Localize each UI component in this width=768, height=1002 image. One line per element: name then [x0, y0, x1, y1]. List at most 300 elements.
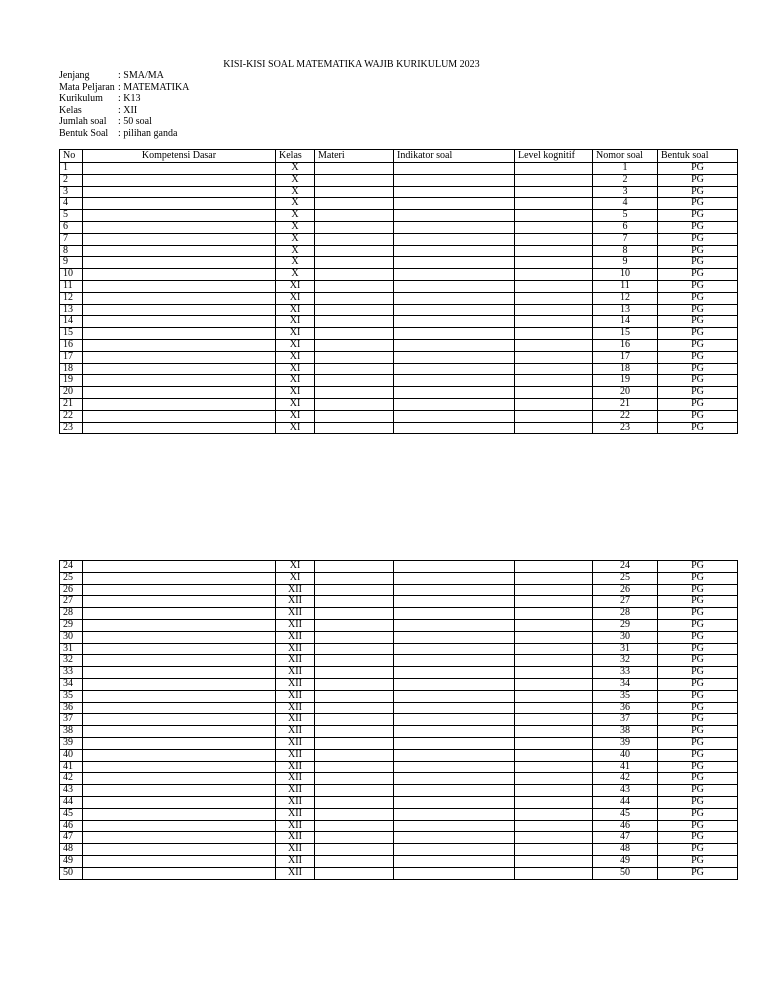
cell-materi — [315, 561, 394, 573]
cell-level-kognitif — [515, 867, 593, 879]
cell-bentuk-soal: PG — [658, 292, 738, 304]
cell-bentuk-soal: PG — [658, 785, 738, 797]
cell-kompetensi-dasar — [83, 292, 276, 304]
cell-materi — [315, 678, 394, 690]
cell-no: 47 — [60, 832, 83, 844]
cell-bentuk-soal: PG — [658, 375, 738, 387]
cell-indikator-soal — [394, 808, 515, 820]
cell-materi — [315, 832, 394, 844]
cell-no: 37 — [60, 714, 83, 726]
cell-level-kognitif — [515, 714, 593, 726]
cell-kelas: XI — [276, 351, 315, 363]
cell-kompetensi-dasar — [83, 163, 276, 175]
table-row — [60, 163, 738, 175]
cell-indikator-soal — [394, 210, 515, 222]
cell-bentuk-soal: PG — [658, 619, 738, 631]
cell-bentuk-soal: PG — [658, 339, 738, 351]
cell-no: 38 — [60, 726, 83, 738]
cell-nomor-soal: 35 — [593, 690, 658, 702]
cell-no: 32 — [60, 655, 83, 667]
table-row — [60, 398, 738, 410]
cell-kelas: XII — [276, 655, 315, 667]
cell-bentuk-soal: PG — [658, 844, 738, 856]
cell-nomor-soal: 6 — [593, 221, 658, 233]
cell-bentuk-soal: PG — [658, 749, 738, 761]
cell-kelas: XI — [276, 339, 315, 351]
table-row — [60, 855, 738, 867]
cell-kompetensi-dasar — [83, 667, 276, 679]
cell-level-kognitif — [515, 619, 593, 631]
cell-materi — [315, 363, 394, 375]
cell-materi — [315, 667, 394, 679]
cell-kompetensi-dasar — [83, 690, 276, 702]
cell-materi — [315, 608, 394, 620]
cell-level-kognitif — [515, 702, 593, 714]
cell-materi — [315, 773, 394, 785]
cell-no: 48 — [60, 844, 83, 856]
table-row — [60, 221, 738, 233]
table-header-row — [60, 150, 738, 163]
table-row — [60, 608, 738, 620]
cell-indikator-soal — [394, 619, 515, 631]
cell-nomor-soal: 17 — [593, 351, 658, 363]
cell-indikator-soal — [394, 221, 515, 233]
cell-kelas: XI — [276, 572, 315, 584]
cell-indikator-soal — [394, 561, 515, 573]
cell-no: 26 — [60, 584, 83, 596]
cell-nomor-soal: 12 — [593, 292, 658, 304]
cell-bentuk-soal: PG — [658, 808, 738, 820]
cell-bentuk-soal: PG — [658, 761, 738, 773]
cell-kompetensi-dasar — [83, 714, 276, 726]
cell-materi — [315, 375, 394, 387]
cell-kompetensi-dasar — [83, 233, 276, 245]
table-row — [60, 292, 738, 304]
cell-bentuk-soal: PG — [658, 328, 738, 340]
cell-bentuk-soal: PG — [658, 643, 738, 655]
meta-row-kelas — [59, 105, 189, 117]
cell-bentuk-soal: PG — [658, 737, 738, 749]
cell-materi — [315, 702, 394, 714]
cell-materi — [315, 714, 394, 726]
cell-bentuk-soal: PG — [658, 608, 738, 620]
cell-no: 28 — [60, 608, 83, 620]
cell-kelas: X — [276, 174, 315, 186]
kisi-kisi-table-page-2 — [59, 560, 738, 880]
cell-kompetensi-dasar — [83, 785, 276, 797]
cell-nomor-soal: 46 — [593, 820, 658, 832]
table-row — [60, 351, 738, 363]
cell-bentuk-soal: PG — [658, 596, 738, 608]
cell-kompetensi-dasar — [83, 561, 276, 573]
cell-kelas: XI — [276, 363, 315, 375]
cell-kompetensi-dasar — [83, 832, 276, 844]
meta-label: Jenjang — [59, 70, 90, 81]
cell-kelas: XII — [276, 678, 315, 690]
cell-kelas: XII — [276, 785, 315, 797]
cell-indikator-soal — [394, 387, 515, 399]
cell-indikator-soal — [394, 186, 515, 198]
cell-kompetensi-dasar — [83, 796, 276, 808]
table-row — [60, 596, 738, 608]
cell-nomor-soal: 45 — [593, 808, 658, 820]
cell-indikator-soal — [394, 773, 515, 785]
table-row — [60, 304, 738, 316]
cell-kelas: XII — [276, 820, 315, 832]
cell-level-kognitif — [515, 422, 593, 434]
cell-kompetensi-dasar — [83, 678, 276, 690]
document-title: KISI-KISI SOAL MATEMATIKA WAJIB KURIKULUM 2023 — [223, 59, 480, 70]
cell-materi — [315, 328, 394, 340]
table-row — [60, 422, 738, 434]
cell-no: 14 — [60, 316, 83, 328]
cell-no: 31 — [60, 643, 83, 655]
cell-nomor-soal: 40 — [593, 749, 658, 761]
kisi-kisi-table-page-1 — [59, 149, 738, 434]
cell-no: 23 — [60, 422, 83, 434]
cell-indikator-soal — [394, 304, 515, 316]
cell-nomor-soal: 32 — [593, 655, 658, 667]
meta-row-jumlah-soal — [59, 116, 189, 128]
meta-value: : K13 — [118, 93, 141, 104]
table-row — [60, 186, 738, 198]
cell-kelas: XII — [276, 844, 315, 856]
cell-kompetensi-dasar — [83, 773, 276, 785]
cell-materi — [315, 808, 394, 820]
cell-kompetensi-dasar — [83, 351, 276, 363]
cell-bentuk-soal: PG — [658, 631, 738, 643]
cell-materi — [315, 422, 394, 434]
table-row — [60, 773, 738, 785]
cell-bentuk-soal: PG — [658, 163, 738, 175]
cell-kelas: XI — [276, 304, 315, 316]
cell-indikator-soal — [394, 596, 515, 608]
cell-indikator-soal — [394, 855, 515, 867]
cell-kompetensi-dasar — [83, 596, 276, 608]
cell-no: 33 — [60, 667, 83, 679]
cell-kompetensi-dasar — [83, 572, 276, 584]
cell-nomor-soal: 18 — [593, 363, 658, 375]
cell-kompetensi-dasar — [83, 410, 276, 422]
table-row — [60, 339, 738, 351]
cell-no: 7 — [60, 233, 83, 245]
cell-bentuk-soal: PG — [658, 855, 738, 867]
cell-indikator-soal — [394, 796, 515, 808]
cell-indikator-soal — [394, 269, 515, 281]
cell-kelas: X — [276, 269, 315, 281]
cell-no: 3 — [60, 186, 83, 198]
cell-level-kognitif — [515, 832, 593, 844]
cell-kelas: XII — [276, 596, 315, 608]
cell-nomor-soal: 36 — [593, 702, 658, 714]
cell-kompetensi-dasar — [83, 328, 276, 340]
cell-no: 4 — [60, 198, 83, 210]
cell-kelas: XII — [276, 619, 315, 631]
cell-no: 27 — [60, 596, 83, 608]
cell-kelas: XII — [276, 608, 315, 620]
cell-bentuk-soal: PG — [658, 561, 738, 573]
cell-kompetensi-dasar — [83, 726, 276, 738]
cell-bentuk-soal: PG — [658, 198, 738, 210]
cell-nomor-soal: 19 — [593, 375, 658, 387]
table-row — [60, 737, 738, 749]
cell-nomor-soal: 33 — [593, 667, 658, 679]
cell-level-kognitif — [515, 844, 593, 856]
cell-no: 6 — [60, 221, 83, 233]
cell-materi — [315, 785, 394, 797]
cell-indikator-soal — [394, 257, 515, 269]
cell-materi — [315, 749, 394, 761]
cell-kompetensi-dasar — [83, 186, 276, 198]
cell-kompetensi-dasar — [83, 221, 276, 233]
cell-bentuk-soal: PG — [658, 726, 738, 738]
cell-bentuk-soal: PG — [658, 667, 738, 679]
cell-nomor-soal: 48 — [593, 844, 658, 856]
cell-bentuk-soal: PG — [658, 233, 738, 245]
header-indikator-soal: Indikator soal — [394, 150, 515, 163]
cell-indikator-soal — [394, 714, 515, 726]
cell-level-kognitif — [515, 328, 593, 340]
table-row — [60, 269, 738, 281]
header-nomor-soal: Nomor soal — [593, 150, 658, 163]
cell-nomor-soal: 24 — [593, 561, 658, 573]
meta-label: Kurikulum — [59, 93, 103, 104]
header-kompetensi-dasar: Kompetensi Dasar — [83, 150, 276, 163]
cell-indikator-soal — [394, 867, 515, 879]
cell-kelas: XII — [276, 832, 315, 844]
cell-kompetensi-dasar — [83, 280, 276, 292]
cell-no: 1 — [60, 163, 83, 175]
cell-indikator-soal — [394, 737, 515, 749]
cell-kompetensi-dasar — [83, 339, 276, 351]
cell-materi — [315, 387, 394, 399]
table-row — [60, 316, 738, 328]
cell-level-kognitif — [515, 304, 593, 316]
cell-no: 34 — [60, 678, 83, 690]
cell-indikator-soal — [394, 749, 515, 761]
cell-materi — [315, 655, 394, 667]
cell-nomor-soal: 28 — [593, 608, 658, 620]
cell-no: 19 — [60, 375, 83, 387]
cell-indikator-soal — [394, 667, 515, 679]
cell-level-kognitif — [515, 410, 593, 422]
meta-row-mata-pelajaran — [59, 82, 189, 94]
cell-level-kognitif — [515, 210, 593, 222]
cell-bentuk-soal: PG — [658, 655, 738, 667]
table-row — [60, 714, 738, 726]
cell-level-kognitif — [515, 198, 593, 210]
meta-value: : pilihan ganda — [118, 127, 178, 139]
cell-indikator-soal — [394, 726, 515, 738]
cell-level-kognitif — [515, 221, 593, 233]
cell-level-kognitif — [515, 292, 593, 304]
cell-nomor-soal: 37 — [593, 714, 658, 726]
cell-kelas: X — [276, 198, 315, 210]
cell-level-kognitif — [515, 785, 593, 797]
cell-kelas: XII — [276, 867, 315, 879]
cell-level-kognitif — [515, 163, 593, 175]
document-metadata — [59, 70, 189, 139]
cell-indikator-soal — [394, 584, 515, 596]
cell-materi — [315, 844, 394, 856]
cell-indikator-soal — [394, 280, 515, 292]
cell-kelas: XII — [276, 773, 315, 785]
cell-level-kognitif — [515, 257, 593, 269]
cell-no: 49 — [60, 855, 83, 867]
cell-nomor-soal: 49 — [593, 855, 658, 867]
meta-label: Jumlah soal — [59, 116, 107, 127]
cell-indikator-soal — [394, 410, 515, 422]
cell-kelas: XI — [276, 422, 315, 434]
cell-bentuk-soal: PG — [658, 410, 738, 422]
cell-kompetensi-dasar — [83, 584, 276, 596]
cell-level-kognitif — [515, 584, 593, 596]
cell-bentuk-soal: PG — [658, 269, 738, 281]
cell-nomor-soal: 44 — [593, 796, 658, 808]
cell-bentuk-soal: PG — [658, 186, 738, 198]
cell-kompetensi-dasar — [83, 643, 276, 655]
cell-kelas: X — [276, 210, 315, 222]
cell-level-kognitif — [515, 678, 593, 690]
cell-materi — [315, 584, 394, 596]
table-row — [60, 584, 738, 596]
table-row — [60, 561, 738, 573]
cell-indikator-soal — [394, 198, 515, 210]
cell-materi — [315, 737, 394, 749]
cell-no: 39 — [60, 737, 83, 749]
table-row — [60, 867, 738, 879]
cell-materi — [315, 316, 394, 328]
cell-kompetensi-dasar — [83, 749, 276, 761]
table-row — [60, 375, 738, 387]
cell-level-kognitif — [515, 233, 593, 245]
cell-kompetensi-dasar — [83, 702, 276, 714]
table-row — [60, 832, 738, 844]
cell-kompetensi-dasar — [83, 174, 276, 186]
meta-value: : XII — [118, 104, 138, 116]
table-row — [60, 785, 738, 797]
header-materi: Materi — [315, 150, 394, 163]
cell-kelas: XI — [276, 280, 315, 292]
cell-indikator-soal — [394, 233, 515, 245]
cell-materi — [315, 596, 394, 608]
cell-kelas: XI — [276, 387, 315, 399]
cell-no: 30 — [60, 631, 83, 643]
table-row — [60, 572, 738, 584]
cell-nomor-soal: 16 — [593, 339, 658, 351]
cell-indikator-soal — [394, 690, 515, 702]
cell-bentuk-soal: PG — [658, 832, 738, 844]
cell-nomor-soal: 10 — [593, 269, 658, 281]
cell-indikator-soal — [394, 398, 515, 410]
cell-level-kognitif — [515, 363, 593, 375]
cell-bentuk-soal: PG — [658, 572, 738, 584]
cell-bentuk-soal: PG — [658, 796, 738, 808]
cell-kompetensi-dasar — [83, 363, 276, 375]
meta-label: Kelas — [59, 104, 82, 116]
cell-materi — [315, 174, 394, 186]
cell-no: 46 — [60, 820, 83, 832]
cell-level-kognitif — [515, 316, 593, 328]
cell-kelas: XII — [276, 749, 315, 761]
cell-bentuk-soal: PG — [658, 351, 738, 363]
cell-nomor-soal: 50 — [593, 867, 658, 879]
cell-nomor-soal: 20 — [593, 387, 658, 399]
cell-level-kognitif — [515, 339, 593, 351]
cell-no: 24 — [60, 561, 83, 573]
cell-no: 13 — [60, 304, 83, 316]
cell-bentuk-soal: PG — [658, 398, 738, 410]
cell-level-kognitif — [515, 398, 593, 410]
cell-nomor-soal: 26 — [593, 584, 658, 596]
cell-level-kognitif — [515, 572, 593, 584]
cell-kompetensi-dasar — [83, 631, 276, 643]
cell-kelas: XII — [276, 690, 315, 702]
cell-nomor-soal: 23 — [593, 422, 658, 434]
cell-nomor-soal: 7 — [593, 233, 658, 245]
cell-nomor-soal: 5 — [593, 210, 658, 222]
table-row — [60, 643, 738, 655]
cell-kelas: XI — [276, 316, 315, 328]
cell-indikator-soal — [394, 363, 515, 375]
cell-materi — [315, 280, 394, 292]
cell-kompetensi-dasar — [83, 655, 276, 667]
meta-label: Mata Peljaran — [59, 81, 115, 93]
cell-level-kognitif — [515, 855, 593, 867]
cell-nomor-soal: 22 — [593, 410, 658, 422]
cell-kelas: XI — [276, 375, 315, 387]
table-row — [60, 257, 738, 269]
cell-materi — [315, 867, 394, 879]
cell-no: 43 — [60, 785, 83, 797]
table-row — [60, 820, 738, 832]
cell-nomor-soal: 39 — [593, 737, 658, 749]
cell-kompetensi-dasar — [83, 210, 276, 222]
table-row — [60, 174, 738, 186]
cell-materi — [315, 351, 394, 363]
cell-level-kognitif — [515, 375, 593, 387]
cell-materi — [315, 221, 394, 233]
cell-nomor-soal: 47 — [593, 832, 658, 844]
cell-kelas: XII — [276, 702, 315, 714]
cell-no: 25 — [60, 572, 83, 584]
table-row — [60, 198, 738, 210]
cell-materi — [315, 820, 394, 832]
cell-nomor-soal: 9 — [593, 257, 658, 269]
cell-bentuk-soal: PG — [658, 316, 738, 328]
cell-level-kognitif — [515, 269, 593, 281]
cell-indikator-soal — [394, 339, 515, 351]
table-row — [60, 796, 738, 808]
cell-kelas: X — [276, 186, 315, 198]
cell-indikator-soal — [394, 678, 515, 690]
cell-kompetensi-dasar — [83, 808, 276, 820]
cell-level-kognitif — [515, 631, 593, 643]
cell-nomor-soal: 25 — [593, 572, 658, 584]
table-row — [60, 690, 738, 702]
table-row — [60, 761, 738, 773]
cell-level-kognitif — [515, 186, 593, 198]
cell-kompetensi-dasar — [83, 867, 276, 879]
cell-bentuk-soal: PG — [658, 257, 738, 269]
cell-level-kognitif — [515, 174, 593, 186]
table-row — [60, 667, 738, 679]
cell-materi — [315, 690, 394, 702]
cell-no: 35 — [60, 690, 83, 702]
cell-no: 5 — [60, 210, 83, 222]
cell-no: 9 — [60, 257, 83, 269]
cell-bentuk-soal: PG — [658, 245, 738, 257]
